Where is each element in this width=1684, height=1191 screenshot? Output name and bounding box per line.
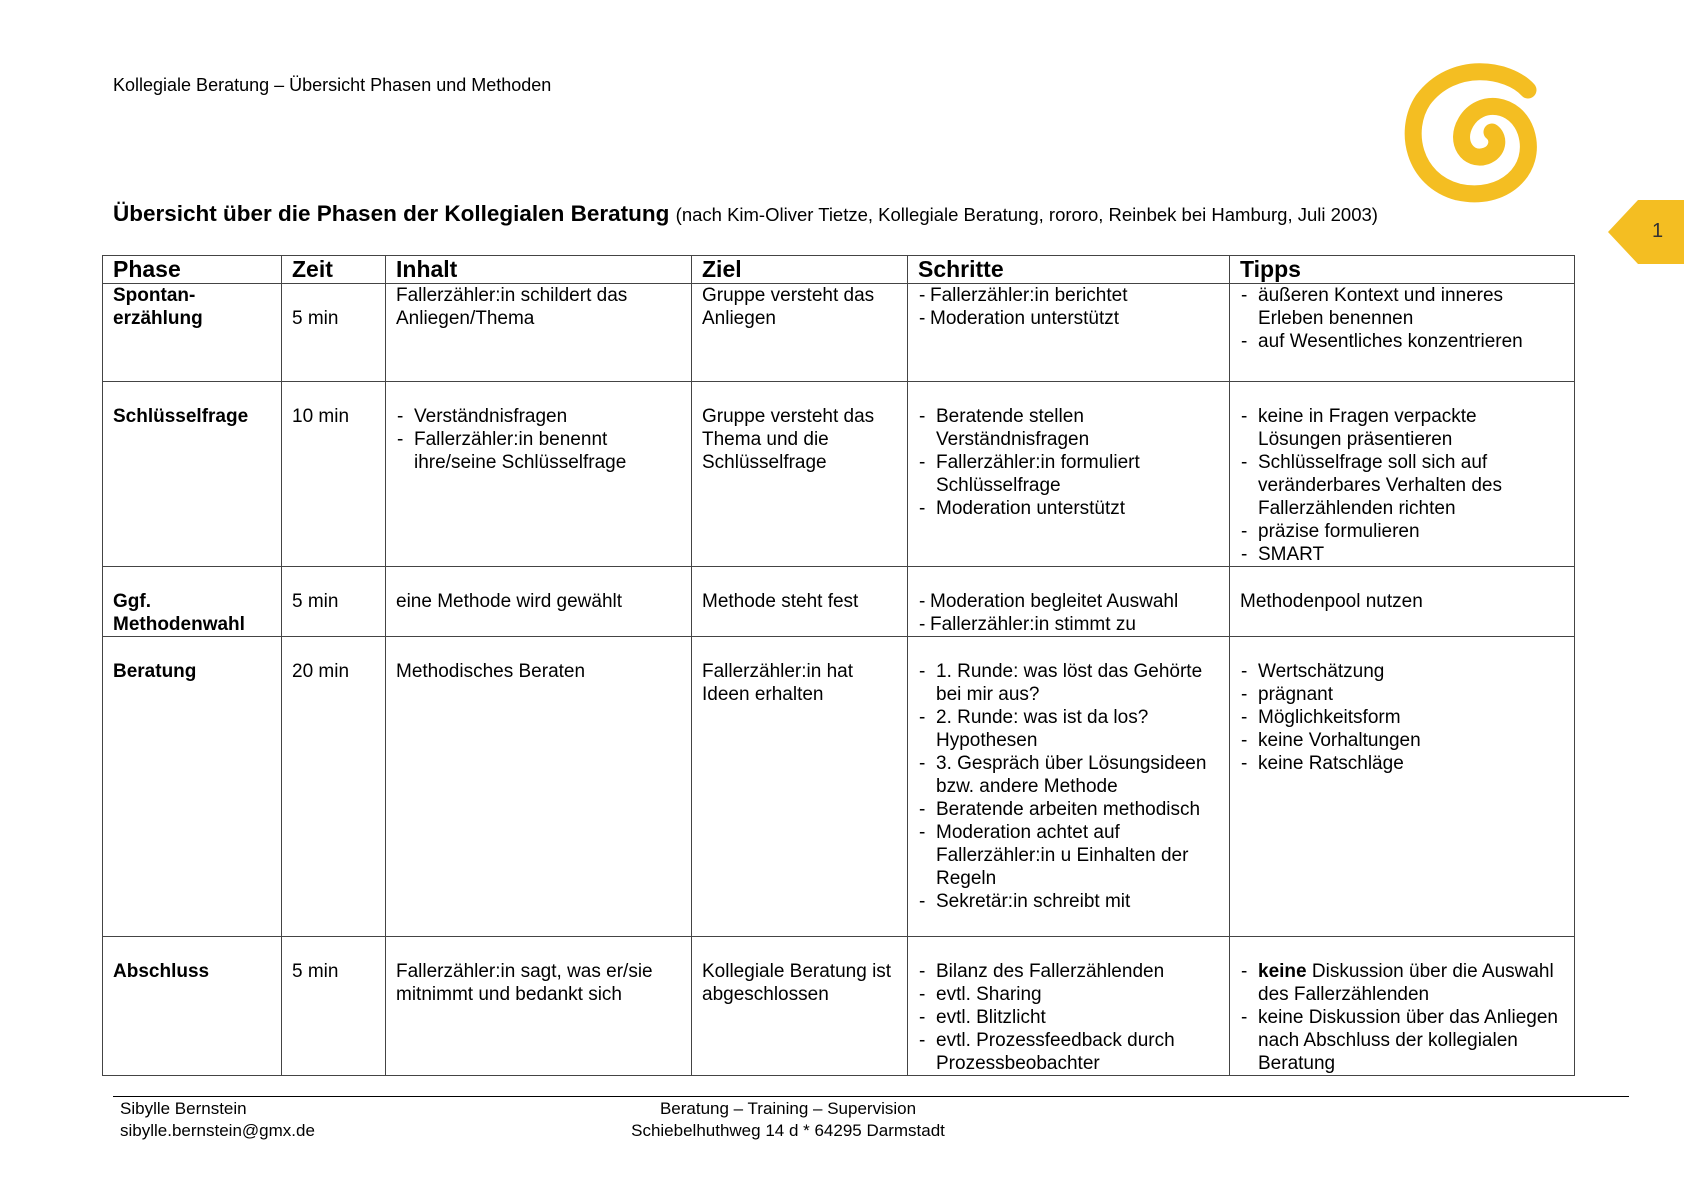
- list-item: - Schlüsselfrage soll sich auf veränderbares Verhalten des Fallerzählenden richten: [1240, 451, 1564, 520]
- cell-ziel: Gruppe versteht das Thema und die Schlüsselfrage: [692, 382, 908, 567]
- table-row: [103, 382, 1575, 567]
- list-item: - auf Wesentliches konzentrieren: [1240, 330, 1564, 353]
- col-header-tipps: Tipps: [1230, 256, 1575, 284]
- list-item: - evtl. Sharing: [918, 983, 1219, 1006]
- cell-phase: Ggf. Methodenwahl: [103, 567, 282, 637]
- list-item: - prägnant: [1240, 683, 1564, 706]
- list-item: - Möglichkeitsform: [1240, 706, 1564, 729]
- cell-tipps: [1230, 284, 1575, 382]
- cell-inhalt: Fallerzähler:in schildert das Anliegen/Thema: [386, 284, 692, 382]
- cell-ziel: Methode steht fest: [692, 567, 908, 637]
- list-item: - Moderation achtet auf Fallerzähler:in u Einhalten der Regeln: [918, 821, 1219, 890]
- cell-zeit: 10 min: [282, 382, 386, 567]
- cell-schritte: [908, 937, 1230, 1076]
- list-item: - Beratende stellen Verständnisfragen: [918, 405, 1219, 451]
- cell-zeit: 5 min: [282, 284, 386, 382]
- list-item: - Fallerzähler:in berichtet: [918, 284, 1219, 307]
- footer-business: [560, 1098, 1016, 1142]
- col-header-zeit: Zeit: [282, 256, 386, 284]
- cell-ziel: Fallerzähler:in hat Ideen erhalten: [692, 637, 908, 937]
- page-marker-arrow: [1608, 200, 1684, 264]
- table-row: [103, 284, 1575, 382]
- cell-phase: Schlüsselfrage: [103, 382, 282, 567]
- col-header-inhalt: Inhalt: [386, 256, 692, 284]
- list-item: - 3. Gespräch über Lösungsideen bzw. andere Methode: [918, 752, 1219, 798]
- table-row: [103, 637, 1575, 937]
- cell-inhalt: [386, 382, 692, 567]
- cell-inhalt: eine Methode wird gewählt: [386, 567, 692, 637]
- cell-tipps: [1230, 637, 1575, 937]
- list-item: - SMART: [1240, 543, 1564, 566]
- cell-phase: Abschluss: [103, 937, 282, 1076]
- col-header-schritte: Schritte: [908, 256, 1230, 284]
- cell-tipps: [1230, 937, 1575, 1076]
- footer-contact: [120, 1098, 315, 1142]
- document-title: Kollegiale Beratung – Übersicht Phasen und Methoden: [113, 75, 552, 95]
- list-item: - Bilanz des Fallerzählenden: [918, 960, 1219, 983]
- page-number: 1: [1652, 220, 1664, 242]
- col-header-ziel: Ziel: [692, 256, 908, 284]
- list-item: - Fallerzähler:in stimmt zu: [918, 613, 1219, 636]
- footer-tagline: Beratung – Training – Supervision: [659, 1099, 917, 1118]
- col-header-phase: Phase: [103, 256, 282, 284]
- list-item: - Wertschätzung: [1240, 660, 1564, 683]
- list-item: - 2. Runde: was ist da los? Hypothesen: [918, 706, 1219, 752]
- table-header-row: [103, 256, 1575, 284]
- table-row: [103, 937, 1575, 1076]
- cell-zeit: 5 min: [282, 937, 386, 1076]
- heading-main: Übersicht über die Phasen der Kollegialen Beratung: [113, 201, 670, 226]
- list-item: - Moderation begleitet Auswahl: [918, 590, 1219, 613]
- cell-ziel: Kollegiale Beratung ist abgeschlossen: [692, 937, 908, 1076]
- list-item: - Fallerzähler:in benennt ihre/seine Schlüsselfrage: [396, 428, 681, 474]
- list-item: - evtl. Prozessfeedback durch Prozessbeobachter: [918, 1029, 1219, 1075]
- cell-phase: Spontan- erzählung: [103, 284, 282, 382]
- cell-tipps: [1230, 382, 1575, 567]
- cell-zeit: 5 min: [282, 567, 386, 637]
- footer-email: sibylle.bernstein@gmx.de: [120, 1121, 315, 1140]
- footer-address: Schiebelhuthweg 14 d * 64295 Darmstadt: [631, 1121, 945, 1140]
- cell-schritte: [908, 567, 1230, 637]
- list-item: - evtl. Blitzlicht: [918, 1006, 1219, 1029]
- cell-phase: Beratung: [103, 637, 282, 937]
- list-item: - Sekretär:in schreibt mit: [918, 890, 1219, 913]
- footer-divider: [113, 1096, 1629, 1097]
- list-item: - Fallerzähler:in formuliert Schlüsselfrage: [918, 451, 1219, 497]
- list-item: - keine Vorhaltungen: [1240, 729, 1564, 752]
- cell-zeit: 20 min: [282, 637, 386, 937]
- list-item: - keine Diskussion über die Auswahl des Fallerzählenden: [1240, 960, 1564, 1006]
- yellow-spiral-icon: [1398, 60, 1568, 210]
- cell-ziel: Gruppe versteht das Anliegen: [692, 284, 908, 382]
- list-item: - äußeren Kontext und inneres Erleben benennen: [1240, 284, 1564, 330]
- cell-tipps: Methodenpool nutzen: [1230, 567, 1575, 637]
- table-row: [103, 567, 1575, 637]
- list-item: - Verständnisfragen: [396, 405, 681, 428]
- cell-schritte: [908, 382, 1230, 567]
- list-item: - keine Diskussion über das Anliegen nach Abschluss der kollegialen Beratung: [1240, 1006, 1564, 1075]
- list-item: - Beratende arbeiten methodisch: [918, 798, 1219, 821]
- list-item: - keine Ratschläge: [1240, 752, 1564, 775]
- cell-schritte: [908, 637, 1230, 937]
- phases-table: [102, 255, 1575, 1076]
- cell-inhalt: Methodisches Beraten: [386, 637, 692, 937]
- cell-schritte: [908, 284, 1230, 382]
- heading-source: (nach Kim-Oliver Tietze, Kollegiale Beratung, rororo, Reinbek bei Hamburg, Juli 2003): [675, 204, 1378, 225]
- list-item: - keine in Fragen verpackte Lösungen präsentieren: [1240, 405, 1564, 451]
- cell-inhalt: Fallerzähler:in sagt, was er/sie mitnimmt und bedankt sich: [386, 937, 692, 1076]
- list-item: - Moderation unterstützt: [918, 497, 1219, 520]
- footer-name: Sibylle Bernstein: [120, 1099, 247, 1118]
- list-item: - 1. Runde: was löst das Gehörte bei mir aus?: [918, 660, 1219, 706]
- list-item: - Moderation unterstützt: [918, 307, 1219, 330]
- list-item: - präzise formulieren: [1240, 520, 1564, 543]
- section-heading: [113, 201, 1378, 227]
